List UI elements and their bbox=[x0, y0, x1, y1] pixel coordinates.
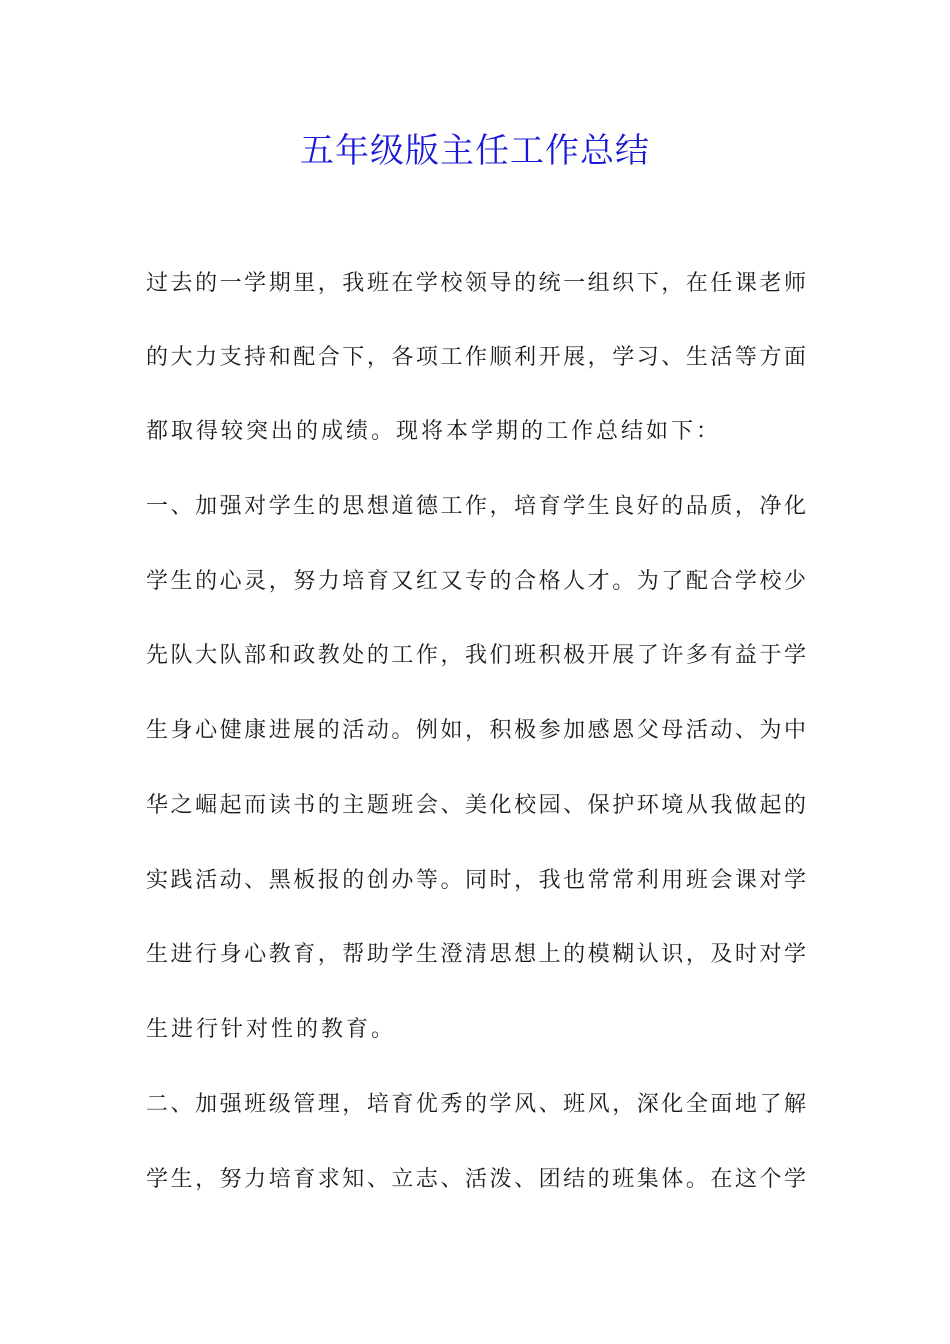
body-line: 生进行身心教育，帮助学生澄清思想上的模糊认识，及时对学 bbox=[146, 942, 806, 967]
body-line: 都取得较突出的成绩。现将本学期的工作总结如下： bbox=[146, 419, 722, 444]
body-line: 实践活动、黑板报的创办等。同时，我也常常利用班会课对学 bbox=[146, 868, 806, 893]
body-line: 的大力支持和配合下，各项工作顺利开展，学习、生活等方面 bbox=[146, 345, 806, 370]
body-line: 学生的心灵，努力培育又红又专的合格人才。为了配合学校少 bbox=[146, 569, 806, 594]
body-line: 学生，努力培育求知、立志、活泼、团结的班集体。在这个学 bbox=[146, 1167, 806, 1192]
body-line: 过去的一学期里，我班在学校领导的统一组织下，在任课老师 bbox=[146, 271, 806, 296]
body-line: 一、加强对学生的思想道德工作，培育学生良好的品质，净化 bbox=[146, 494, 806, 519]
body-line: 二、加强班级管理，培育优秀的学风、班风，深化全面地了解 bbox=[146, 1092, 806, 1117]
body-line: 生身心健康进展的活动。例如，积极参加感恩父母活动、为中 bbox=[146, 718, 806, 743]
body-line: 先队大队部和政教处的工作，我们班积极开展了许多有益于学 bbox=[146, 643, 806, 668]
body-line: 生进行针对性的教育。 bbox=[146, 1017, 397, 1042]
body-line: 华之崛起而读书的主题班会、美化校园、保护环境从我做起的 bbox=[146, 793, 806, 818]
document-title: 五年级版主任工作总结 bbox=[300, 131, 650, 171]
